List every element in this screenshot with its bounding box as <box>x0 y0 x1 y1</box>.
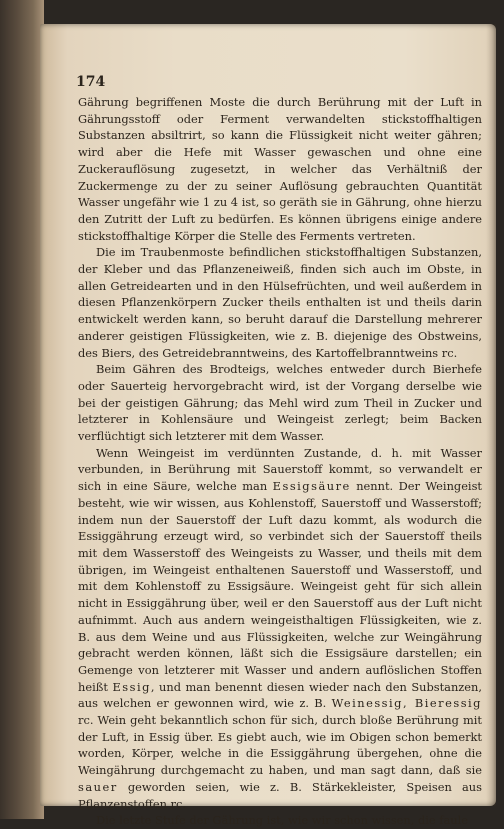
emphasized-text: Essig <box>112 679 151 694</box>
emphasized-text: sauer <box>78 779 118 794</box>
paragraph-text: Beim Gähren des Brodteigs, welches entweder durch Bierhefe oder Sauerteig hervorgebracht wird, ist der Vorgang derselbe wie bei der geistigen Gährung; das Mehl wird zum Theil in Zucker und letzterer in Kohlensäure und Weingeist zerlegt; beim Backen verflüchtigt sich letzterer mit dem Wasser. <box>78 362 482 444</box>
paragraph-text: geworden seien, wie z. B. Stärkekleister, Speisen aus Pflanzenstoffen rc. <box>78 779 482 811</box>
paragraph-text: Gährung begriffenen Moste die durch Berührung mit der Luft in Gährungsstoff oder Ferment verwandelten stickstoffhaltigen Substanzen absiltrirt, so kann die Flüssigkeit nicht weiter gähren; wird aber die Hefe mit Wasser gewaschen und ohne eine Zuckerauflösung zugesetzt, in welcher das Verhältniß der Zuckermenge zu der zu seiner Auflösung gebrauchten Quantität Wasser ungefähr wie 1 zu 4 ist, so geräth sie in Gährung, ohne hierzu den Zutritt der Luft zu bedürfen. Es können übrigens einige andere stickstoffhaltige Körper die Stelle des Ferments vertreten. <box>78 95 482 243</box>
body-text <box>78 94 482 829</box>
paragraph-text: rc. Wein geht bekanntlich schon für sich, durch bloße Berührung mit der Luft, in Essig über. Es giebt auch, wie im Obigen schon bemerkt worden, Körper, welche in die Essiggährung übergehen, ohne die Weingährung durchgemacht zu haben, und man sagt dann, daß sie <box>78 713 482 778</box>
paragraph <box>78 812 482 829</box>
emphasized-text: Essigsäure <box>272 479 351 494</box>
paragraph-text: Die im Traubenmoste befindlichen stickstoffhaltigen Substanzen, der Kleber und das Pflanzeneiweiß, finden sich auch im Obste, in allen Getreidearten und in den Hülsefrüchten, und weil außerdem in diesen Pflanzenkörpern Zucker theils enthalten ist und theils darin entwickelt werden kann, so beruht darauf die Darstellung mehrerer anderer geistigen Flüssigkeiten, wie z. B. diejenige des Obstweins, des Biers, des Getreidebranntweins, des Kartoffelbranntweins rc. <box>78 245 482 360</box>
paragraph <box>78 244 482 361</box>
emphasized-text: Weinessig, Bieressig <box>331 696 482 711</box>
paragraph <box>78 361 482 445</box>
page-number: 174 <box>76 74 106 90</box>
paragraph <box>78 445 482 812</box>
book-binding <box>0 0 44 819</box>
paragraph-text: nennt. Der Weingeist besteht, wie wir wissen, aus Kohlenstoff, Sauerstoff und Wasserstoff; indem nun der Sauerstoff der Luft dazu kommt, als wodurch die Essiggährung erzeugt wird, so verbindet sich der Sauerstoff theils mit dem Wasserstoff des Weingeists zu Wasser, und theils mit dem übrigen, im Weingeist enthaltenen Sauerstoff und Wasserstoff, und mit dem Kohlenstoff zu Essigsäure. Weingeist geht für sich allein nicht in Essiggährung über, weil er den Sauerstoff aus der Luft nicht aufnimmt. Auch aus andern weingeisthaltigen Flüssigkeiten, wie z. B. aus dem Weine und aus Flüssigkeiten, welche zur Weingährung gebracht werden können, läßt sich die Essigsäure darstellen; ein Gemenge von letzterer mit Wasser und andern auflöslichen Stoffen heißt <box>78 479 483 694</box>
paragraph-text: , und man benennt diesen wieder nach den Substanzen, aus welchen er gewonnen wird, wie z. B. <box>78 679 482 711</box>
paragraph <box>78 94 482 244</box>
paragraph-text: Wenn Weingeist im verdünnten Zustande, d. h. mit Wasser verbunden, in Berührung mit Sauerstoff kommt, so verwandelt er sich in eine Säure, welche man <box>78 445 482 494</box>
paragraph-text: Die letzte Stufe der Gährung ist, wie wir schon wissen, die faule <box>96 813 469 828</box>
page-edge-shadow <box>486 24 496 806</box>
